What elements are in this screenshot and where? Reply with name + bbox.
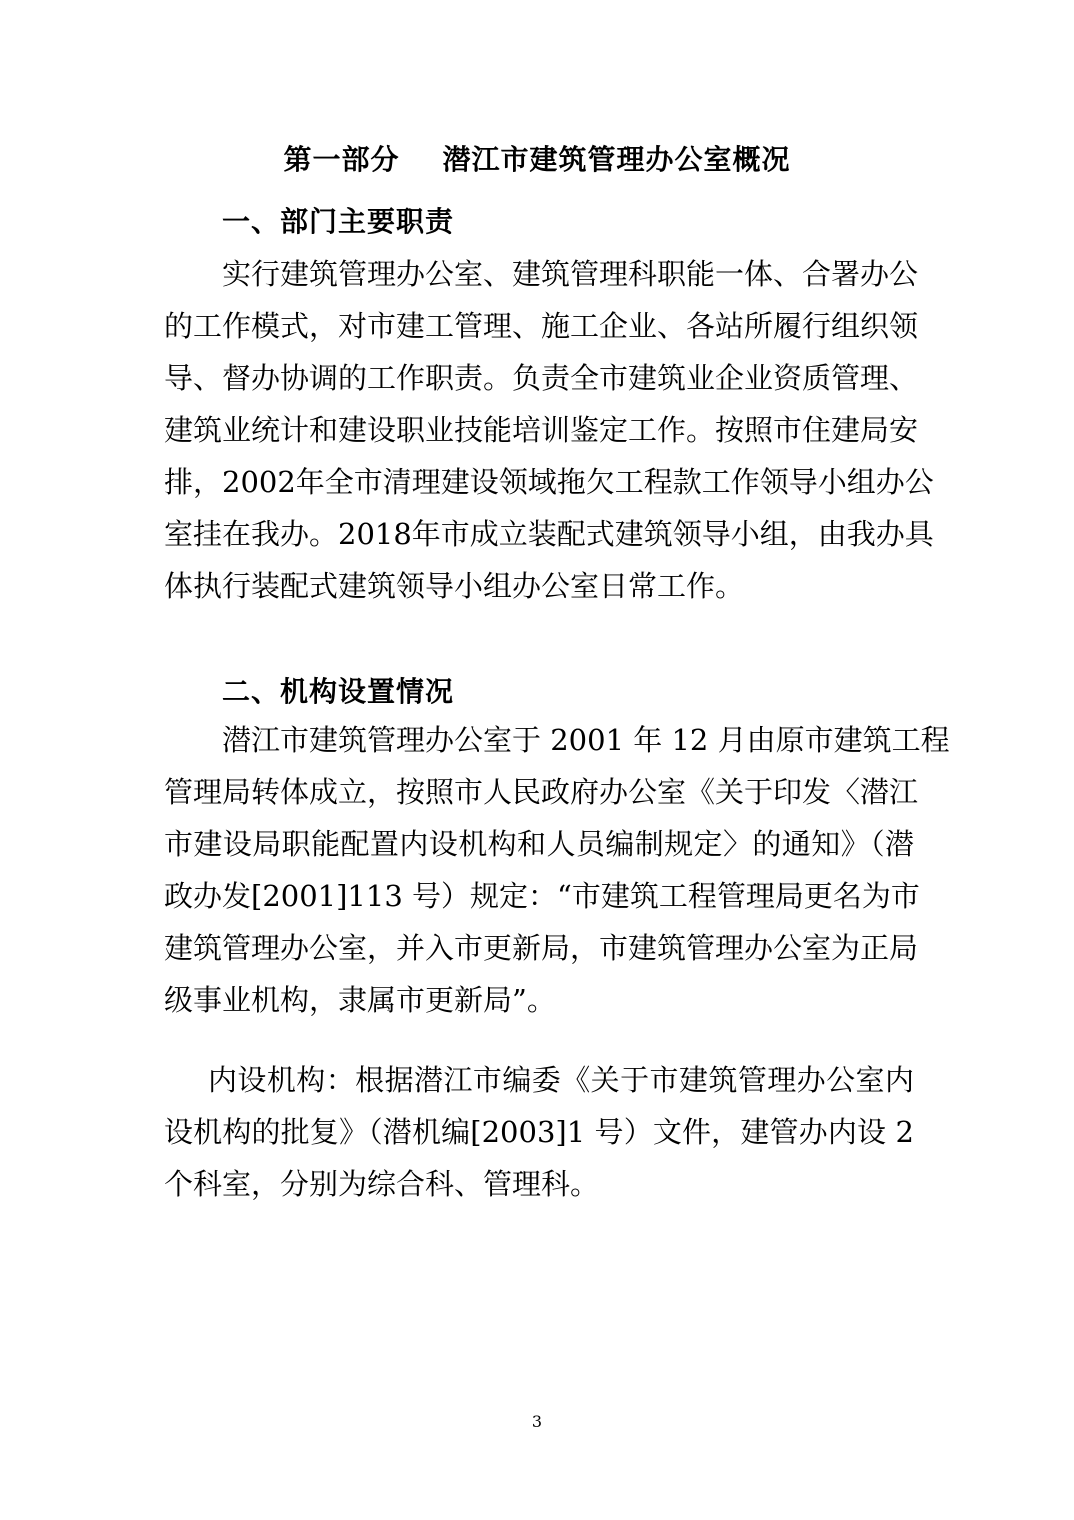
section-heading-organization: 二、机构设置情况 xyxy=(222,675,455,708)
paragraph-line: 管理局转体成立，按照市人民政府办公室《关于印发〈潜江 xyxy=(164,775,919,809)
paragraph-line: 建筑业统计和建设职业技能培训鉴定工作。按照市住建局安 xyxy=(164,413,919,447)
paragraph-line: 建筑管理办公室，并入市更新局，市建筑管理办公室为正局 xyxy=(164,931,919,965)
duties-paragraph xyxy=(164,248,934,612)
page-number: 3 xyxy=(531,1412,543,1431)
paragraph-line: 政办发[2001]113 号）规定：“市建筑工程管理局更名为市 xyxy=(164,879,920,913)
paragraph-line: 实行建筑管理办公室、建筑管理科职能一体、合署办公 xyxy=(222,257,919,291)
paragraph-line: 级事业机构，隶属市更新局”。 xyxy=(164,983,556,1017)
page-title: 第一部分 潜江市建筑管理办公室概况 xyxy=(283,143,791,176)
paragraph-line: 导、督办协调的工作职责。负责全市建筑业企业资质管理、 xyxy=(164,361,919,395)
section-heading-duties: 一、部门主要职责 xyxy=(222,205,455,238)
paragraph-line: 市建设局职能配置内设机构和人员编制规定〉的通知》（潜 xyxy=(164,827,914,861)
paragraph-line: 排，2002年全市清理建设领域拖欠工程款工作领导小组办公 xyxy=(164,465,934,499)
organization-paragraph xyxy=(164,714,950,1026)
paragraph-line: 室挂在我办。2018年市成立装配式建筑领导小组，由我办具 xyxy=(164,517,934,551)
paragraph-line: 潜江市建筑管理办公室于 2001 年 12 月由原市建筑工程 xyxy=(222,723,950,757)
paragraph-line: 的工作模式，对市建工管理、施工企业、各站所履行组织领 xyxy=(164,309,919,343)
paragraph-line: 体执行装配式建筑领导小组办公室日常工作。 xyxy=(164,569,745,603)
paragraph-line: 个科室，分别为综合科、管理科。 xyxy=(164,1167,600,1201)
paragraph-line: 内设机构：根据潜江市编委《关于市建筑管理办公室内 xyxy=(208,1063,914,1097)
paragraph-line: 设机构的批复》（潜机编[2003]1 号）文件，建管办内设 2 xyxy=(164,1115,914,1149)
internal-structure-paragraph xyxy=(164,1054,914,1210)
